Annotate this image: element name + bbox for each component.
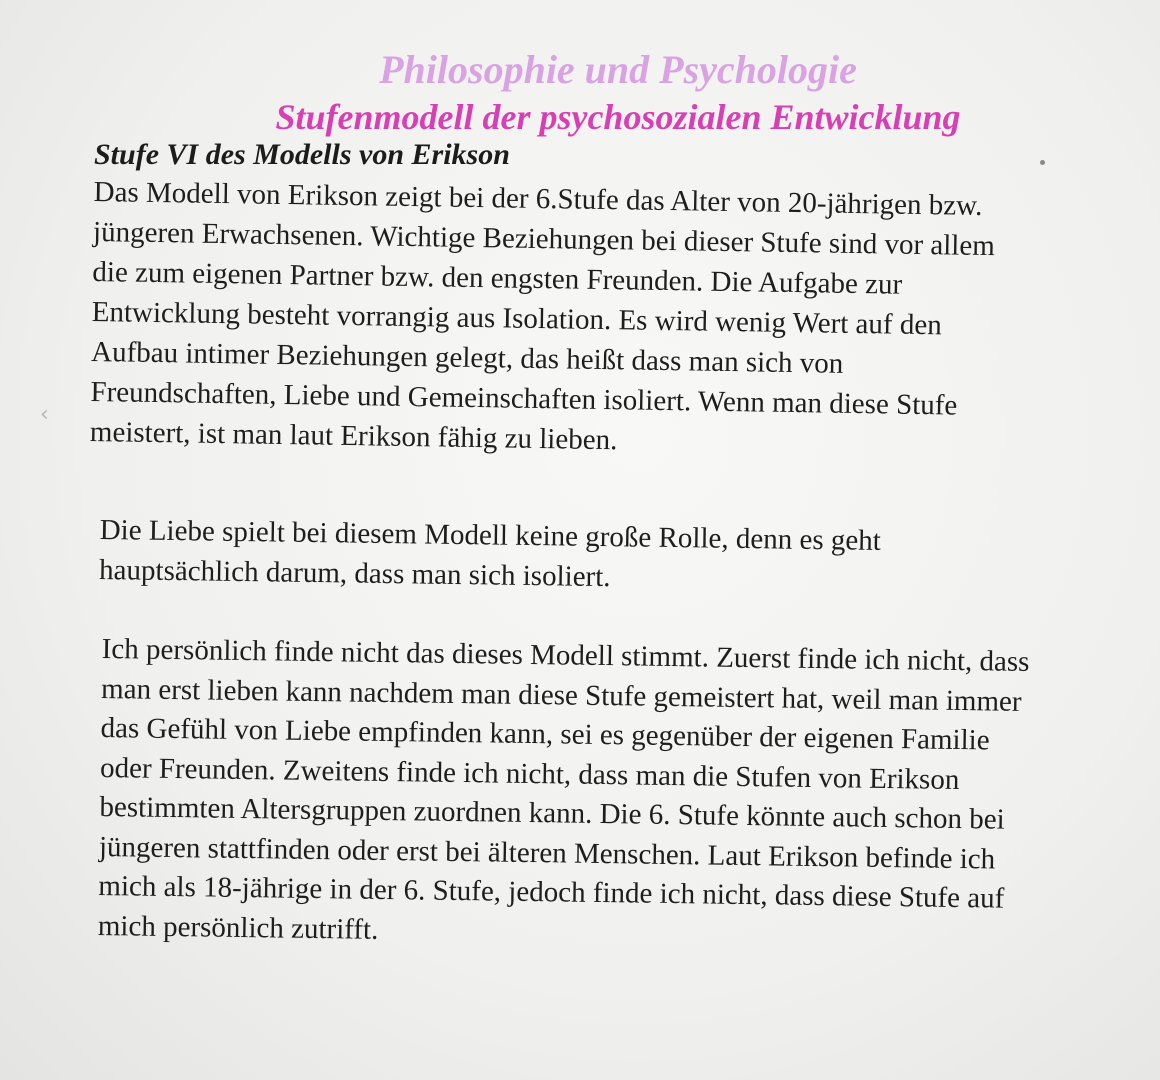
paragraph-1: [90, 172, 996, 466]
margin-mark: ‹: [40, 402, 49, 427]
text-line: das Gefühl von Liebe empfinden kann, sei es gegenüber der eigenen Familie: [100, 711, 990, 757]
text-line: Aufbau intimer Beziehungen gelegt, das heißt dass man sich von: [90, 335, 844, 380]
text-line: Die Liebe spielt bei diesem Modell keine große Rolle, denn es geht: [99, 513, 882, 557]
text-line: mich als 18-jährige in der 6. Stufe, jedoch finde ich nicht, dass diese Stufe auf: [98, 869, 1005, 915]
text-line: mich persönlich zutrifft.: [97, 909, 379, 946]
text-line: hauptsächlich darum, dass man sich isoliert.: [98, 553, 611, 594]
paragraph-2: [99, 510, 881, 601]
text-line: Ich persönlich finde nicht das dieses Modell stimmt. Zuerst finde ich nicht, dass: [101, 632, 1030, 678]
text-line: meistert, ist man laut Erikson fähig zu lieben.: [89, 415, 618, 457]
text-line: bestimmten Altersgruppen zuordnen kann. Die 6. Stufe könnte auch schon bei: [99, 790, 1005, 836]
paragraph-3: [98, 630, 1030, 959]
text-line: jüngeren stattfinden oder erst bei älteren Menschen. Laut Erikson befinde ich: [98, 830, 996, 875]
text-line: Freundschaften, Liebe und Gemeinschaften isoliert. Wenn man diese Stufe: [90, 375, 958, 422]
text-line: die zum eigenen Partner bzw. den engsten Freunden. Die Aufgabe zur: [92, 255, 903, 301]
text-line: man erst lieben kann nachdem man diese Stufe gemeistert hat, weil man immer: [100, 672, 1022, 718]
text-line: Entwicklung besteht vorrangig aus Isolation. Es wird wenig Wert auf den: [91, 295, 942, 342]
document-subtitle: Stufenmodell der psychosozialen Entwicklung: [275, 97, 961, 137]
text-line: jüngeren Erwachsenen. Wichtige Beziehungen bei dieser Stufe sind vor allem: [92, 215, 996, 263]
paper-speck: [1040, 160, 1045, 165]
text-line: oder Freunden. Zweitens finde ich nicht, dass man die Stufen von Erikson: [99, 751, 960, 796]
section-heading: Stufe VI des Modells von Erikson: [94, 138, 510, 171]
text-line: Das Modell von Erikson zeigt bei der 6.Stufe das Alter von 20-jährigen bzw.: [93, 175, 983, 222]
document-title: Philosophie und Psychologie: [379, 47, 857, 92]
